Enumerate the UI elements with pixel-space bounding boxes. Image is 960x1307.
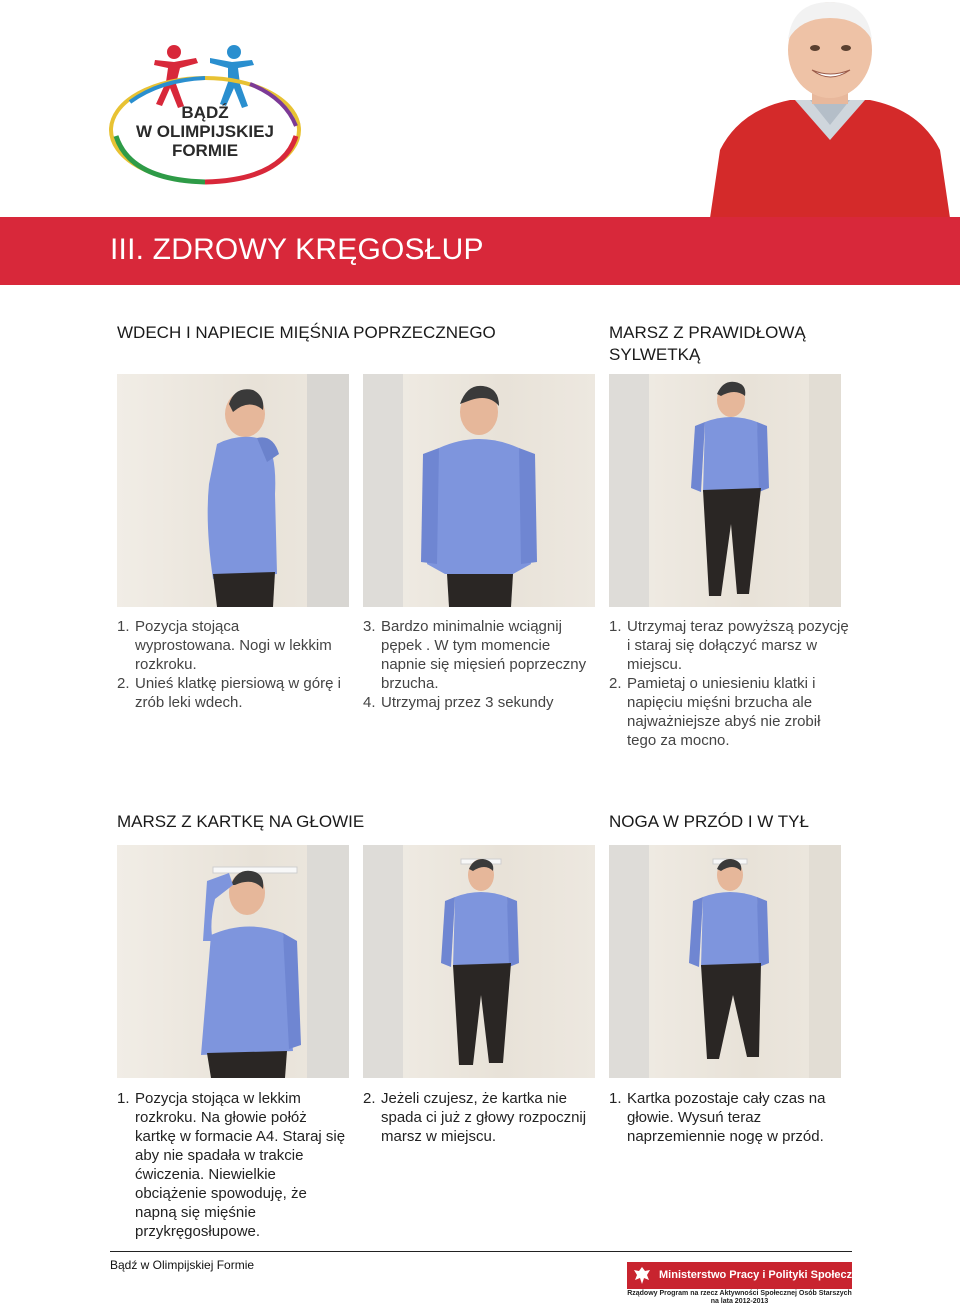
caption-breathing-steps-1-2 bbox=[117, 617, 342, 712]
page-title: III. ZDROWY KRĘGOSŁUP bbox=[110, 233, 484, 266]
section-title-paper-on-head: MARSZ Z KARTKĘ NA GŁOWIE bbox=[117, 812, 365, 831]
photo-marching bbox=[609, 374, 841, 607]
section-title-posture-march: MARSZ Z PRAWIDŁOWĄ SYLWETKĄ bbox=[609, 323, 806, 364]
caption-item: 1. Kartka pozostaje cały czas na głowie. Wysuń teraz naprzemiennie nogę w przód. bbox=[609, 1090, 826, 1145]
ministry-logo bbox=[627, 1262, 869, 1289]
section-title-leg-forward-back: NOGA W PRZÓD I W TYŁ bbox=[609, 812, 809, 831]
ministry-name: Ministerstwo Pracy i Polityki Społecznej bbox=[659, 1269, 869, 1281]
olympic-form-logo bbox=[100, 40, 310, 190]
caption-item: 3. Bardzo minimalnie wciągnij pępek . W tym momencie napnie się mięsień poprzeczny brzucha. bbox=[363, 618, 587, 692]
caption-breathing-steps-3-4 bbox=[363, 617, 595, 712]
caption-item: 1. Utrzymaj teraz powyższą pozycję i staraj się dołączyć marsz w miejscu. bbox=[609, 618, 849, 673]
caption-item: 4. Utrzymaj przez 3 sekundy bbox=[363, 694, 554, 711]
photo-front-standing bbox=[363, 374, 595, 607]
photo-placing-paper bbox=[117, 845, 349, 1078]
photo-side-standing bbox=[117, 374, 349, 607]
caption-paper-step-1 bbox=[117, 1089, 349, 1241]
footer-brand: Bądź w Olimpijskiej Formie bbox=[110, 1258, 255, 1272]
footer-divider bbox=[110, 1251, 852, 1252]
caption-item: 2. Unieś klatkę piersiową w górę i zrób leki wdech. bbox=[117, 675, 341, 711]
caption-item: 1. Pozycja stojąca wyprostowana. Nogi w lekkim rozkroku. bbox=[117, 618, 332, 673]
logo-text-line3: FORMIE bbox=[171, 141, 239, 160]
caption-item: 2. Pamietaj o uniesieniu klatki i napięciu mięśni brzucha ale najważniejsze abyś nie zrobił tego za mocno. bbox=[609, 675, 821, 749]
program-name: Rządowy Program na rzecz Aktywności Społecznej Osób Starszych na lata 2012-2013 bbox=[627, 1290, 852, 1305]
caption-paper-step-2 bbox=[363, 1089, 595, 1146]
photo-leg-forward bbox=[609, 845, 841, 1078]
presenter-photo bbox=[700, 0, 960, 218]
caption-item: 2. Jeżeli czujesz, że kartka nie spada ci już z głowy rozpocznij marsz w miejscu. bbox=[363, 1090, 587, 1145]
photo-marching-with-paper bbox=[363, 845, 595, 1078]
logo-text-line2: W OLIMPIJSKIEJ bbox=[136, 122, 274, 141]
section-banner bbox=[0, 217, 960, 285]
caption-item: 1. Pozycja stojąca w lekkim rozkroku. Na głowie połóż kartkę w formacie A4. Staraj się aby nie spadała w trakcie ćwiczenia. Niewielkie obciążenie spowoduję, że napną się mięśnie przykręgosłupowe. bbox=[117, 1090, 346, 1240]
caption-march-steps bbox=[609, 617, 849, 750]
eagle-emblem-icon bbox=[631, 1264, 653, 1287]
logo-text-line1: BĄDŹ bbox=[181, 103, 229, 122]
caption-leg-step-1 bbox=[609, 1089, 841, 1146]
section-title-breathing: WDECH I NAPIECIE MIĘŚNIA POPRZECZNEGO bbox=[117, 323, 496, 342]
